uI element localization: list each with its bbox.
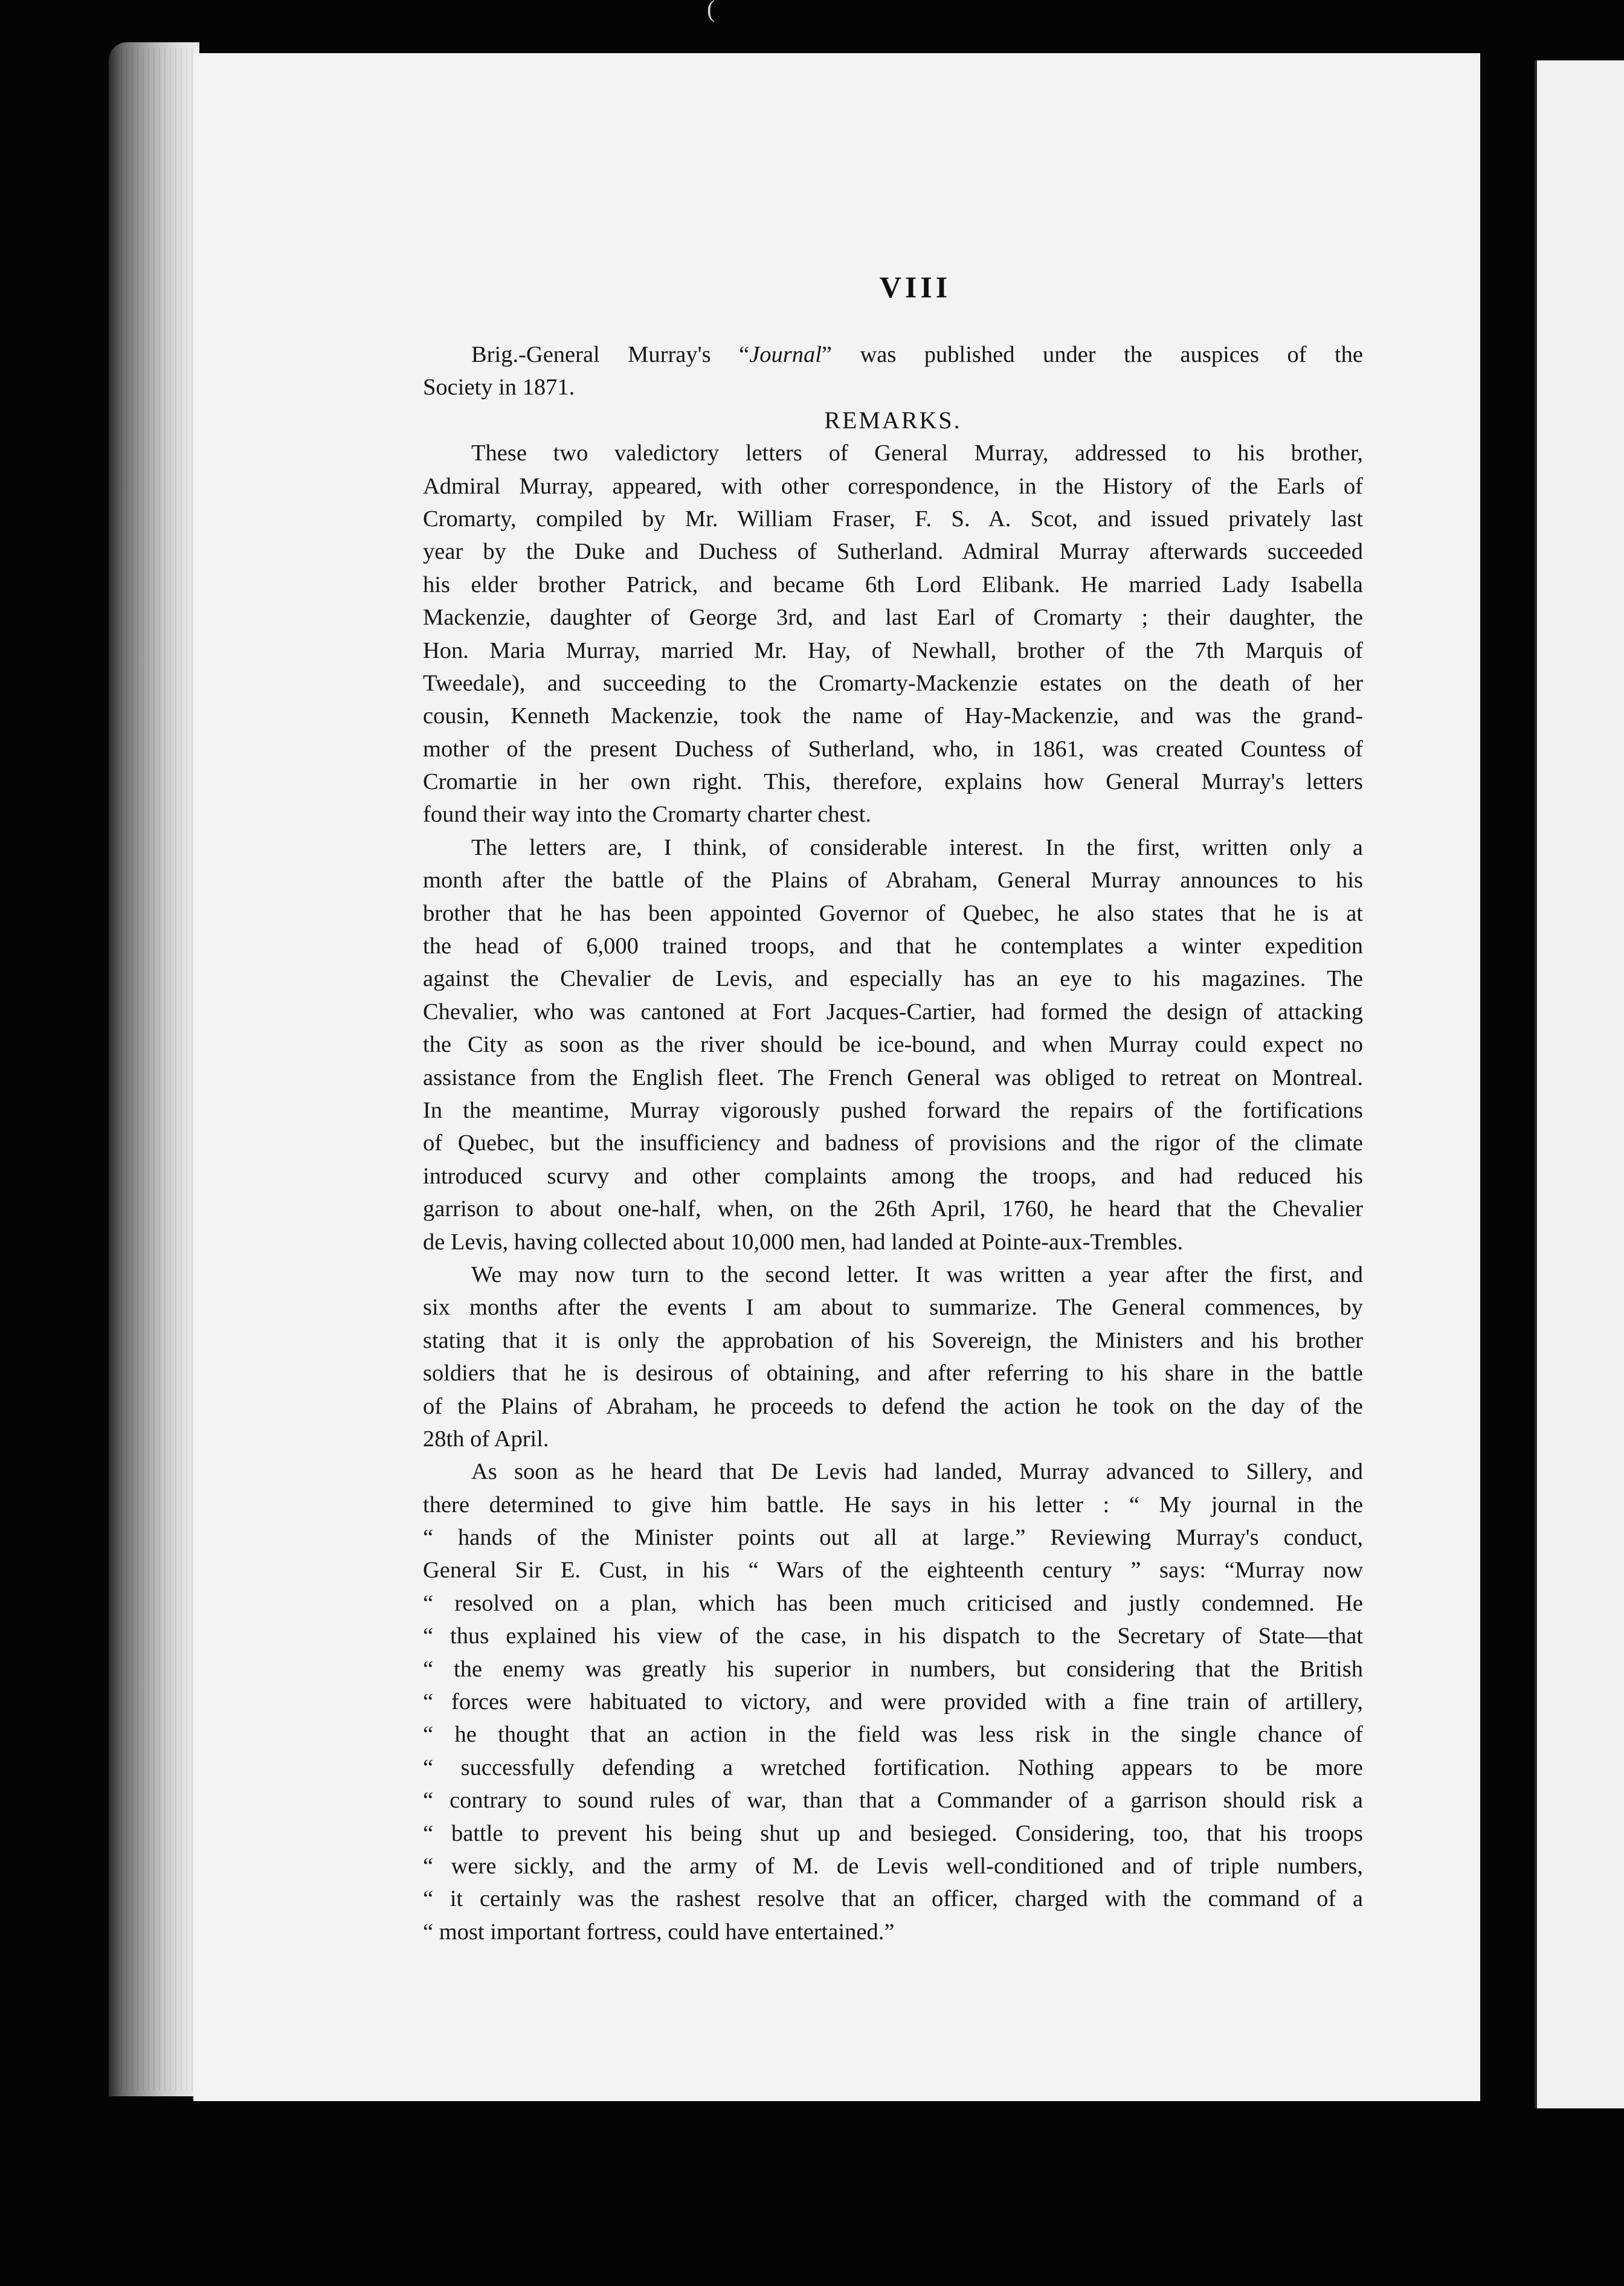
page-text [423,338,1363,1948]
text-line: In the meantime, Murray vigorously pushed forward the repairs of the fortifications [423,1097,1363,1123]
text-line: “ resolved on a plan, which has been much criticised and justly condemned. He [423,1590,1363,1616]
text-line: Society in 1871. [423,375,575,401]
text-line: Chevalier, who was cantoned at Fort Jacques-Cartier, had formed the design of attacking [423,999,1363,1025]
text-line: year by the Duke and Duchess of Sutherland. Admiral Murray afterwards succeeded [423,539,1363,565]
text-line: Cromarty, compiled by Mr. William Fraser, F. S. A. Scot, and issued privately last [423,506,1363,532]
body-paragraphs [423,437,1363,1948]
text-line: Brig.-General Murray's “Journal” was published under the auspices of the [471,342,1363,367]
paragraph [423,1455,1363,1948]
text-line: against the Chevalier de Levis, and especially has an eye to his magazines. The [423,966,1363,992]
paragraph [423,1258,1363,1455]
page-edge-stack [121,48,193,2090]
text-line: “ the enemy was greatly his superior in numbers, but considering that the British [423,1656,1363,1682]
text-line: Admiral Murray, appeared, with other correspondence, in the History of the Earls of [423,473,1363,499]
text-line: stating that it is only the approbation of his Sovereign, the Ministers and his brother [423,1327,1363,1353]
text-line: of Quebec, but the insufficiency and badness of provisions and the rigor of the climate [423,1130,1363,1156]
text-line: there determined to give him battle. He says in his letter : “ My journal in the [423,1492,1363,1518]
text-line: “ it certainly was the rashest resolve that an officer, charged with the command of a [423,1886,1363,1912]
text-line: the City as soon as the river should be ice-bound, and when Murray could expect no [423,1032,1363,1058]
page-number: VIII [879,270,952,304]
facing-page-edge [1535,60,1624,2108]
text-line: soldiers that he is desirous of obtaining, and after referring to his share in the battle [423,1360,1363,1386]
text-line: cousin, Kenneth Mackenzie, took the name of Hay-Mackenzie, and was the grand- [423,703,1363,729]
text-line: “ were sickly, and the army of M. de Levis well-conditioned and of triple numbers, [423,1853,1363,1879]
text-line: month after the battle of the Plains of Abraham, General Murray announces to his [423,868,1363,893]
section-heading: REMARKS. [824,406,962,434]
text-line: “ hands of the Minister points out all at large.” Reviewing Murray's conduct, [423,1525,1363,1551]
paragraph [423,831,1363,1258]
text-line: The letters are, I think, of considerable interest. In the first, written only a [471,834,1363,860]
paragraph [423,437,1363,831]
text-line: of the Plains of Abraham, he proceeds to defend the action he took on the day of the [423,1393,1363,1419]
text-line: Tweedale), and succeeding to the Cromarty-Mackenzie estates on the death of her [423,670,1363,696]
text-line: We may now turn to the second letter. It was written a year after the first, and [471,1261,1363,1287]
text-line: Mackenzie, daughter of George 3rd, and last Earl of Cromarty ; their daughter, the [423,605,1363,631]
text-line: “ battle to prevent his being shut up and besieged. Considering, too, that his troops [423,1820,1363,1846]
text-line: brother that he has been appointed Governor of Quebec, he also states that he is at [423,900,1363,926]
text-line: “ successfully defending a wretched fortification. Nothing appears to be more [423,1754,1363,1780]
text-line: “ contrary to sound rules of war, than that a Commander of a garrison should risk a [423,1788,1363,1814]
text-line: As soon as he heard that De Levis had landed, Murray advanced to Sillery, and [471,1459,1363,1485]
text-line: 28th of April. [423,1426,549,1452]
text-line: introduced scurvy and other complaints among the troops, and had reduced his [423,1163,1363,1189]
text-line: assistance from the English fleet. The French General was obliged to retreat on Montreal. [423,1064,1363,1090]
text-line: “ forces were habituated to victory, and were provided with a fine train of artillery, [423,1689,1363,1715]
text-line: the head of 6,000 trained troops, and that he contemplates a winter expedition [423,933,1363,959]
intro-paragraph [423,338,1363,404]
text-line: garrison to about one-half, when, on the 26th April, 1760, he heard that the Chevalier [423,1196,1363,1222]
text-line: de Levis, having collected about 10,000 men, had landed at Pointe-aux-Trembles. [423,1229,1184,1255]
text-line: “ he thought that an action in the field was less risk in the single chance of [423,1722,1363,1748]
text-line: “ thus explained his view of the case, in his dispatch to the Secretary of State—that [423,1623,1363,1649]
text-line: found their way into the Cromarty charter chest. [423,802,871,828]
text-line: his elder brother Patrick, and became 6th Lord Elibank. He married Lady Isabella [423,572,1363,597]
text-line: “ most important fortress, could have entertained.” [423,1919,895,1945]
text-line: Cromartie in her own right. This, therefore, explains how General Murray's letters [423,769,1363,795]
text-line: General Sir E. Cust, in his “ Wars of the eighteenth century ” says: “Murray now [423,1557,1363,1583]
text-line: six months after the events I am about to summarize. The General commences, by [423,1295,1363,1321]
text-line: Hon. Maria Murray, married Mr. Hay, of Newhall, brother of the 7th Marquis of [423,637,1363,663]
text-line: These two valedictory letters of General Murray, addressed to his brother, [471,440,1363,466]
scan-artifact-mark: ( [707,0,715,22]
text-line: mother of the present Duchess of Sutherland, who, in 1861, was created Countess of [423,736,1363,762]
